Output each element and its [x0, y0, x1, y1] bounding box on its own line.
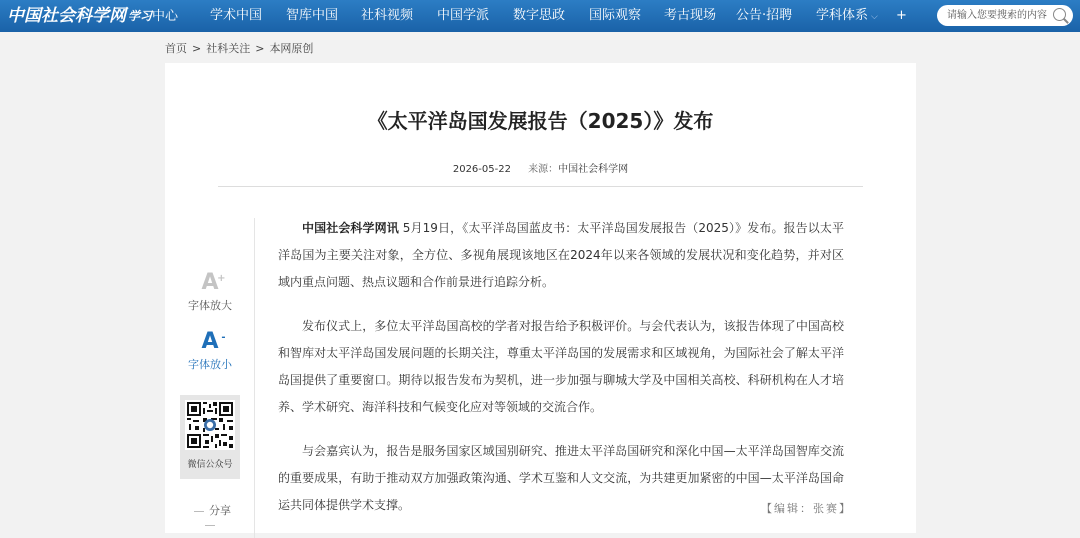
nav-item-think-tank[interactable]: 智库中国: [286, 8, 339, 23]
article-card: [165, 63, 916, 533]
search-box: [937, 5, 1073, 26]
search-icon[interactable]: [1053, 8, 1066, 21]
font-increase-button[interactable]: [175, 270, 245, 313]
paragraph-lead: 中国社会科学网讯: [302, 221, 399, 235]
editor-credit: 【编辑：张赛】: [761, 502, 852, 515]
font-increase-label: 字体放大: [188, 299, 232, 312]
source-label: 来源：: [528, 164, 559, 175]
breadcrumb: [165, 40, 313, 56]
article-meta: [165, 160, 916, 175]
breadcrumb-separator: >: [255, 42, 265, 55]
font-decrease-label: 字体放小: [188, 358, 232, 371]
nav-item-academic-china[interactable]: 学术中国: [210, 8, 263, 23]
article-date: 2026-05-22: [452, 164, 511, 175]
breadcrumb-separator: >: [192, 42, 202, 55]
share-label[interactable]: 分享: [183, 502, 237, 531]
wechat-qr-block: [180, 395, 240, 479]
nav-item-more[interactable]: +: [896, 8, 907, 23]
top-nav-bar: [0, 0, 1080, 32]
font-increase-icon: A +: [201, 270, 226, 295]
meta-divider: [218, 186, 863, 187]
article-paragraph: 发布仪式上，多位太平洋岛国高校的学者对报告给予积极评价。与会代表认为，该报告体现了中国高校和智库对太平洋岛国发展问题的长期关注，尊重太平洋岛国的发展需求和区域视角，为国际社会了解太平洋岛国提供了重要窗口。期待以报告发布为契机，进一步加强与聊城大学及中国相关高校、科研机构在人才培养、学术研究、海洋科技和气候变化应对等领域的交流合作。: [278, 319, 844, 414]
nav-item-archaeology[interactable]: 考古现场: [664, 8, 717, 23]
nav-item-school[interactable]: 中国学派: [437, 8, 490, 23]
nav-item-notice[interactable]: 公告·招聘: [736, 8, 793, 23]
nav-item-study-center[interactable]: 学习中心: [128, 9, 179, 24]
sidebar-divider: [254, 218, 255, 538]
breadcrumb-section[interactable]: 社科关注: [206, 42, 251, 55]
qr-label: 微信公众号: [187, 460, 233, 470]
article-paragraph: 与会嘉宾认为，报告是服务国家区域国别研究、推进太平洋岛国研究和深化中国—太平洋岛国智库交流的重要成果，有助于推动双方加强政策沟通、学术互鉴和人文交流，为共建更加紧密的中国—太平洋岛国命运共同体提供学术支撑。: [278, 444, 844, 512]
breadcrumb-home[interactable]: 首页: [165, 42, 187, 55]
article-paragraph: 中国社会科学网讯 5月19日，《太平洋岛国蓝皮书：太平洋岛国发展报告（2025）》发布。报告以太平洋岛国为主要关注对象，全方位、多视角展现该地区在2024年以来各领域的发展状况和变化趋势，并对区域内重点问题、热点议题和合作前景进行追踪分析。: [278, 221, 844, 289]
site-logo[interactable]: 中国社会科学网: [7, 6, 126, 26]
chevron-down-icon: ⌵: [871, 12, 878, 22]
nav-item-video[interactable]: 社科视频: [361, 8, 414, 23]
article-body: [278, 215, 844, 536]
article-source: 中国社会科学网: [558, 164, 629, 175]
font-decrease-icon: A -: [201, 329, 226, 354]
font-decrease-button[interactable]: [175, 329, 245, 372]
breadcrumb-current[interactable]: 本网原创: [269, 42, 314, 55]
qr-code-icon: [185, 400, 235, 450]
nav-item-digital[interactable]: 数字思政: [513, 8, 566, 23]
article-title: 《太平洋岛国发展报告（2025）》发布: [367, 109, 714, 133]
nav-item-international[interactable]: 国际观察: [589, 8, 642, 23]
search-input[interactable]: [947, 7, 1047, 24]
nav-item-discipline[interactable]: 学科体系 ⌵: [816, 0, 878, 32]
study-logo-text: 学习: [128, 9, 153, 23]
